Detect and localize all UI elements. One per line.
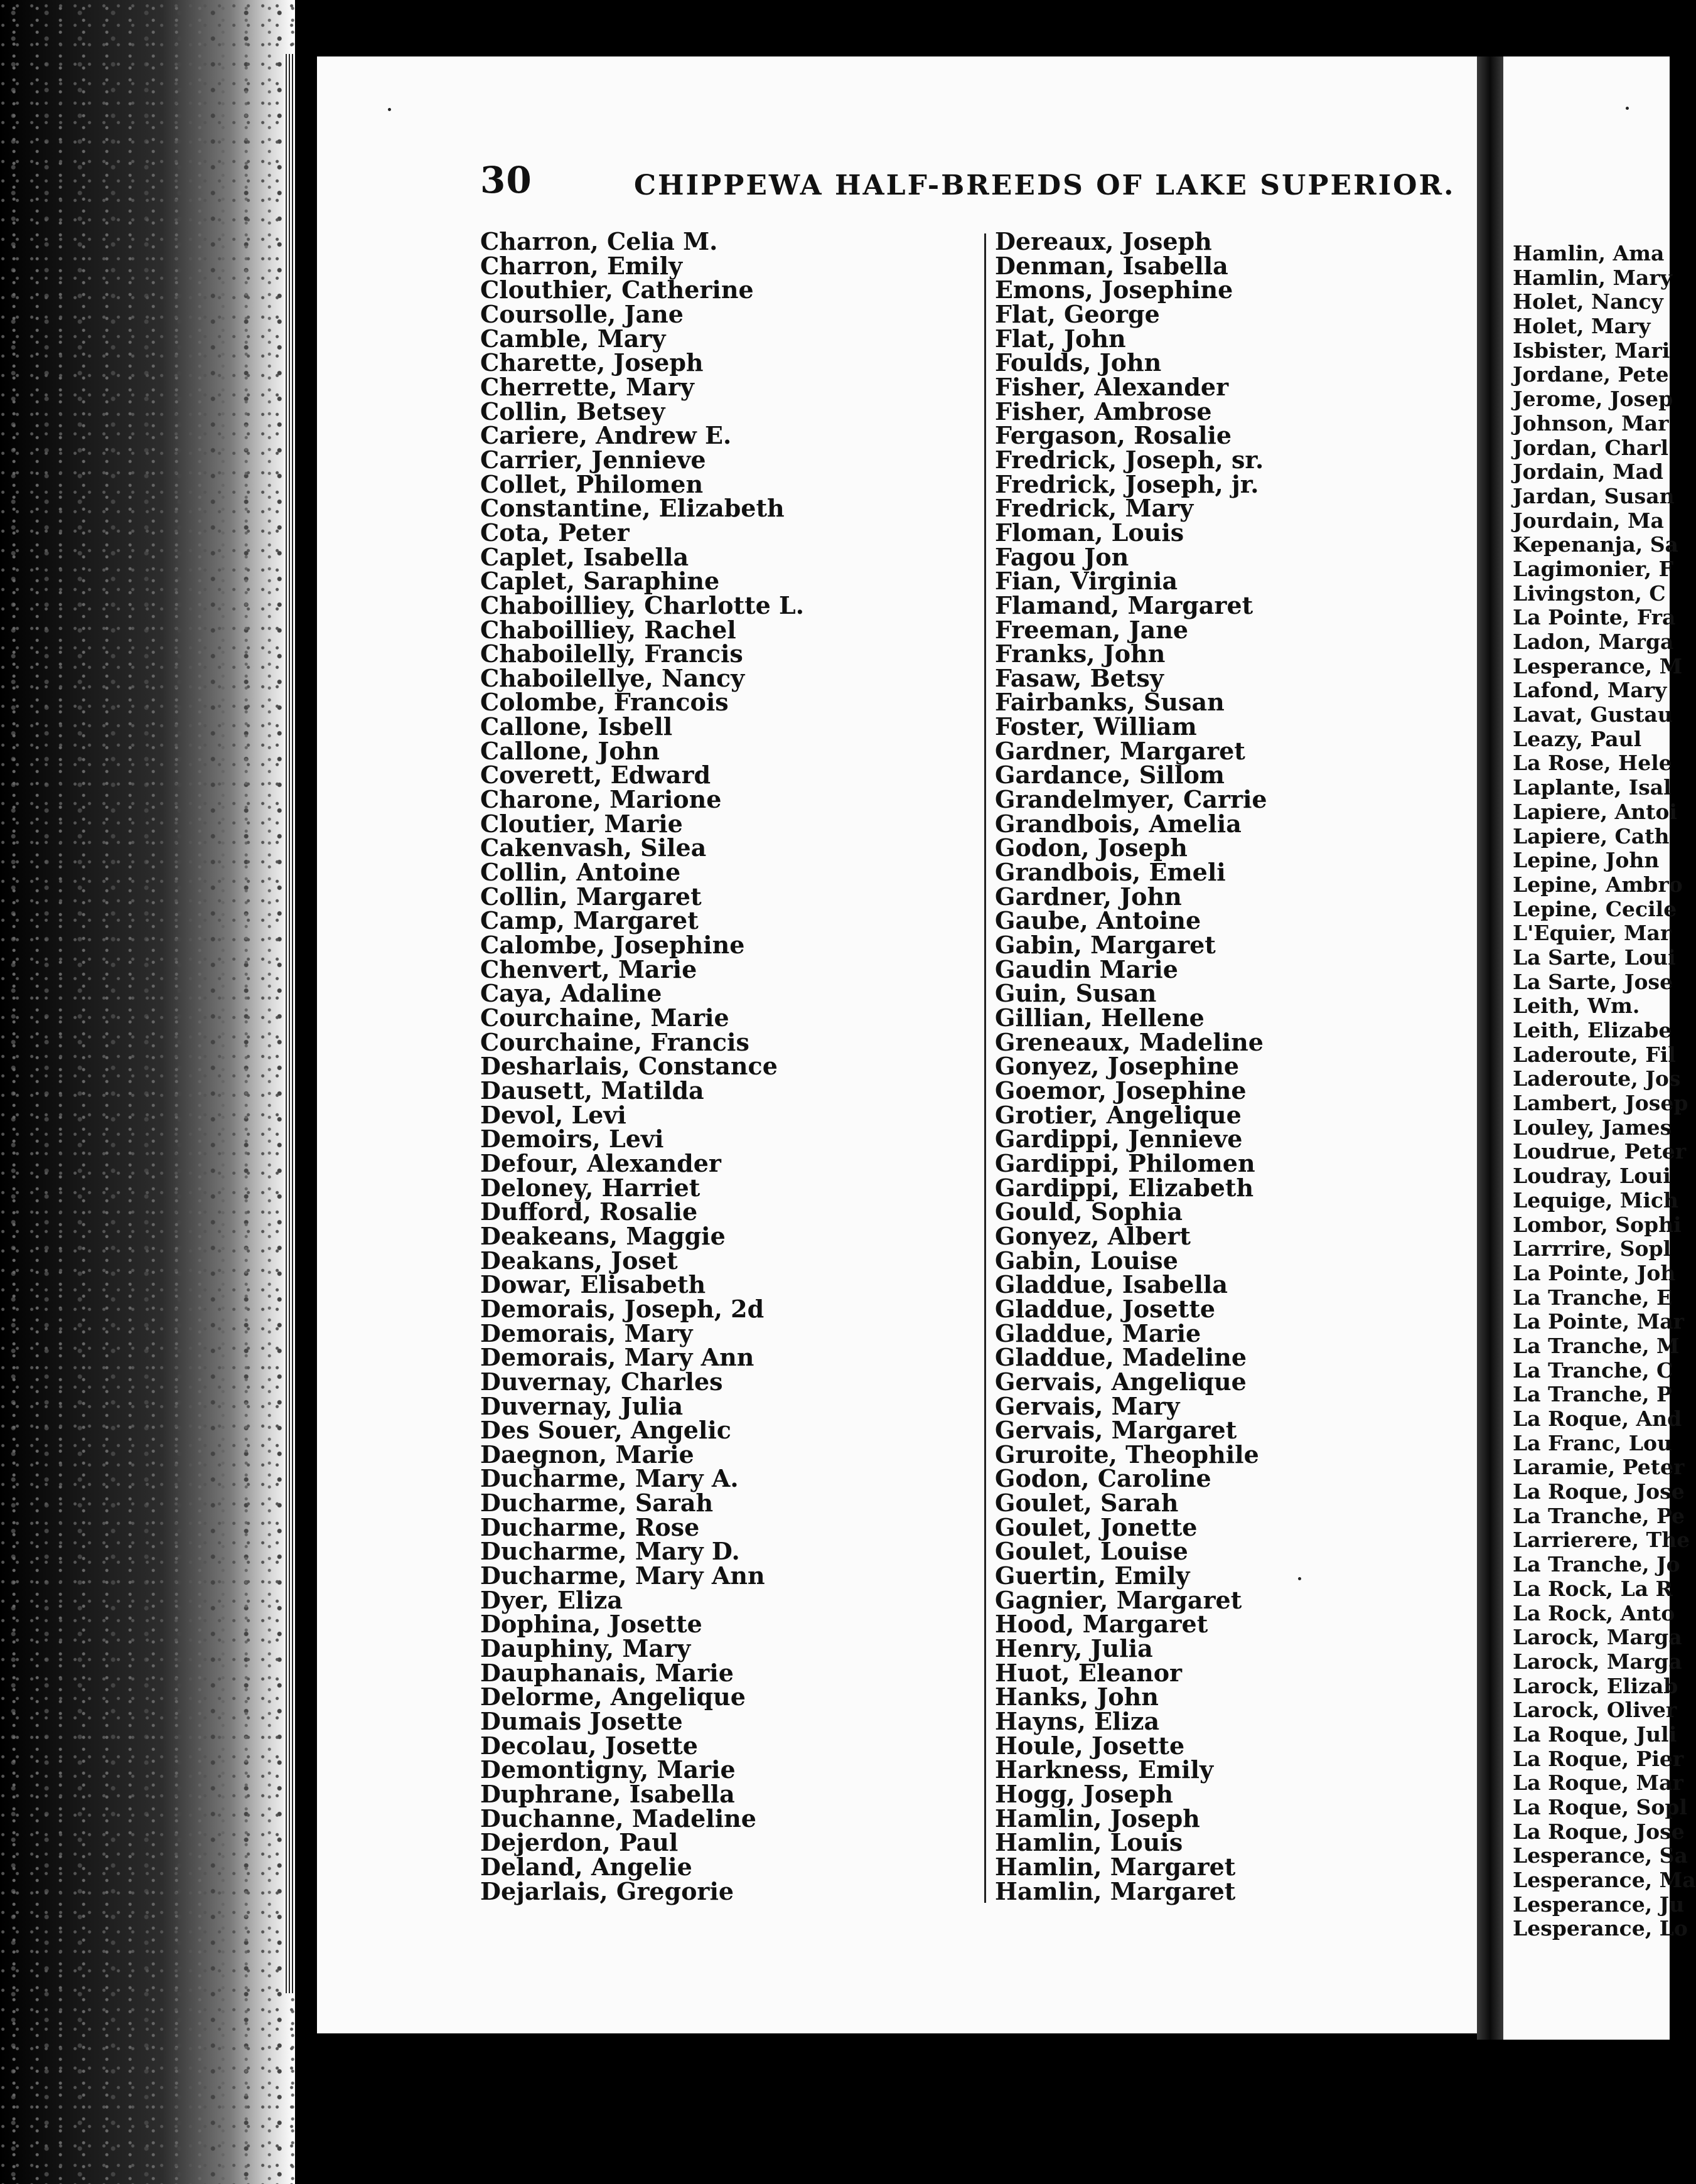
name-entry: Chaboilelly, Francis [480, 640, 743, 668]
name-entry: Guin, Susan [995, 979, 1157, 1008]
name-entry: La Roque, And [1513, 1406, 1682, 1431]
name-entry: Lesperance, Ju [1513, 1892, 1685, 1917]
name-entry: Fredrick, Joseph, sr. [995, 445, 1264, 474]
name-column-left [480, 227, 804, 1905]
name-entry: Dauphanais, Marie [480, 1658, 734, 1687]
name-entry: Dufford, Rosalie [480, 1197, 698, 1226]
name-entry: Foster, William [995, 712, 1197, 741]
name-entry: Courchaine, Francis [480, 1027, 749, 1056]
name-entry: Caplet, Saraphine [480, 567, 720, 596]
name-entry: La Rock, Anto [1513, 1600, 1675, 1625]
name-entry: Hamlin, Joseph [995, 1804, 1200, 1833]
name-entry: Charron, Emily [480, 251, 683, 280]
name-entry: Gervais, Margaret [995, 1416, 1237, 1445]
name-entry: Hamlin, Ama [1513, 241, 1665, 265]
name-entry: Godon, Joseph [995, 833, 1188, 862]
name-entry: Leith, Wm. [1513, 993, 1640, 1019]
name-entry: Carrier, Jennieve [480, 445, 706, 474]
name-entry: Gould, Sophia [995, 1197, 1183, 1226]
name-entry: Desharlais, Constance [480, 1052, 778, 1081]
name-entry: Goulet, Louise [995, 1537, 1188, 1566]
name-entry: Laderoute, Jos [1513, 1066, 1681, 1091]
name-entry: Gonyez, Albert [995, 1221, 1191, 1250]
name-entry: Dejerdon, Paul [480, 1828, 679, 1857]
name-entry: Denman, Isabella [995, 251, 1228, 280]
name-entry: Dereaux, Joseph [995, 227, 1212, 255]
name-entry: Lepine, Ambro [1513, 872, 1683, 897]
name-entry: Lesperance, Sa [1513, 1843, 1688, 1868]
name-entry: Gervais, Mary [995, 1391, 1180, 1420]
name-entry: Henry, Julia [995, 1634, 1153, 1663]
name-entry: Colombe, Francois [480, 688, 729, 717]
name-entry: Charette, Joseph [480, 348, 704, 377]
name-entry: Greneaux, Madeline [995, 1027, 1264, 1056]
name-entry: Larock, Marga [1513, 1649, 1682, 1674]
running-head: CHIPPEWA HALF-BREEDS OF LAKE SUPERIOR. [634, 169, 1456, 201]
name-entry: Huot, Eleanor [995, 1658, 1183, 1687]
name-entry: L'Equier, Mar [1513, 921, 1672, 946]
name-entry: Gardance, Sillom [995, 761, 1225, 790]
name-entry: Devol, Levi [480, 1100, 626, 1129]
name-entry: Chaboilellye, Nancy [480, 663, 745, 692]
gutter-shadow [1477, 56, 1503, 2040]
name-entry: Fagou Jon [995, 542, 1129, 571]
name-column-next-page [1513, 241, 1696, 1941]
name-entry: Lepine, John [1513, 848, 1660, 873]
name-entry: Deakans, Joset [480, 1246, 678, 1275]
name-entry: Clouthier, Catherine [480, 276, 754, 304]
name-entry: La Sarte, Loui [1513, 945, 1676, 970]
name-entry: Caya, Adaline [480, 979, 662, 1008]
name-entry: Hood, Margaret [995, 1610, 1208, 1639]
name-entry: Dyer, Eliza [480, 1585, 623, 1614]
name-entry: Demorais, Mary [480, 1319, 693, 1347]
name-entry: Lequige, Mich [1513, 1187, 1678, 1212]
name-entry: Cherrette, Mary [480, 372, 694, 401]
name-column-right [995, 227, 1267, 1905]
name-entry: Duvernay, Julia [480, 1391, 684, 1420]
name-entry: La Tranche, M [1513, 1333, 1680, 1358]
name-entry: La Tranche, Jo [1513, 1552, 1680, 1577]
name-entry: Gillian, Hellene [995, 1004, 1205, 1032]
name-entry: Lombor, Sophi [1513, 1212, 1682, 1237]
ink-speck [1626, 107, 1629, 110]
name-entry: Coverett, Edward [480, 761, 711, 790]
name-entry: Grandelmyer, Carrie [995, 785, 1267, 814]
name-entry: Deakeans, Maggie [480, 1221, 726, 1250]
name-entry: Floman, Louis [995, 518, 1184, 547]
name-entry: Ducharme, Mary A. [480, 1464, 739, 1493]
name-entry: Gardippi, Elizabeth [995, 1173, 1254, 1202]
name-entry: Fergason, Rosalie [995, 421, 1232, 450]
name-entry: Laramie, Peter [1513, 1455, 1685, 1480]
name-entry: La Rose, Hele [1513, 751, 1672, 776]
name-entry: Lesperance, Lo [1513, 1916, 1688, 1941]
name-entry: Collet, Philomen [480, 469, 704, 498]
name-entry: Johnson, Mar [1513, 410, 1669, 436]
name-entry: La Franc, Lou [1513, 1430, 1672, 1455]
name-entry: Jordain, Mad [1513, 459, 1663, 484]
name-entry: Louley, James [1513, 1115, 1672, 1140]
name-entry: Guertin, Emily [995, 1561, 1190, 1590]
name-entry: Gladdue, Madeline [995, 1343, 1247, 1372]
name-entry: Gonyez, Josephine [995, 1052, 1240, 1081]
name-entry: Dowar, Elisabeth [480, 1270, 706, 1299]
name-entry: Gruroite, Theophile [995, 1440, 1259, 1469]
name-entry: Chaboilliey, Charlotte L. [480, 591, 804, 619]
name-entry: Larrierere, The [1513, 1528, 1690, 1553]
name-entry: Charone, Marione [480, 785, 722, 814]
name-entry: Chenvert, Marie [480, 955, 697, 983]
name-entry: La Roque, Juli [1513, 1721, 1677, 1747]
name-entry: Jourdain, Ma [1513, 508, 1664, 533]
name-entry: Duvernay, Charles [480, 1367, 723, 1396]
name-entry: Demoirs, Levi [480, 1125, 664, 1154]
name-entry: Demorais, Mary Ann [480, 1343, 754, 1372]
name-entry: Cariere, Andrew E. [480, 421, 732, 450]
name-entry: Hamlin, Margaret [995, 1876, 1236, 1905]
name-entry: Gladdue, Josette [995, 1294, 1216, 1323]
name-entry: Lesperance, Ma [1513, 1868, 1696, 1893]
name-entry: Flat, John [995, 324, 1126, 353]
name-entry: Grotier, Angelique [995, 1100, 1242, 1129]
name-entry: La Sarte, Jose [1513, 969, 1673, 994]
name-entry: Jerome, Josep [1513, 387, 1673, 412]
name-entry: Flat, George [995, 299, 1160, 328]
name-entry: La Pointe, Mar [1513, 1309, 1685, 1334]
name-entry: Hayns, Eliza [995, 1707, 1160, 1736]
name-entry: Grandbois, Emeli [995, 858, 1226, 887]
column-divider [984, 233, 986, 1903]
name-entry: Gardippi, Philomen [995, 1148, 1255, 1177]
name-entry: La Roque, Sopl [1513, 1795, 1688, 1819]
name-entry: Fredrick, Mary [995, 494, 1194, 523]
name-entry: Decolau, Josette [480, 1731, 698, 1760]
name-entry: Dejarlais, Gregorie [480, 1876, 734, 1905]
book-binding-edge [0, 0, 295, 2184]
name-entry: La Roque, Jose [1513, 1479, 1685, 1504]
name-entry: Collin, Antoine [480, 858, 681, 887]
name-entry: Hamlin, Louis [995, 1828, 1183, 1857]
name-entry: Calombe, Josephine [480, 931, 745, 960]
name-entry: La Roque, Mar [1513, 1770, 1683, 1796]
name-entry: Deloney, Harriet [480, 1173, 700, 1202]
page-edge-stack [284, 54, 295, 1993]
name-entry: Caplet, Isabella [480, 542, 689, 571]
name-entry: Collin, Margaret [480, 882, 702, 911]
name-entry: Holet, Mary [1513, 314, 1651, 339]
name-entry: Demorais, Joseph, 2d [480, 1294, 765, 1323]
name-entry: Leazy, Paul [1513, 726, 1642, 751]
name-entry: La Tranche, P [1513, 1382, 1672, 1407]
name-entry: Fasaw, Betsy [995, 663, 1164, 692]
name-entry: Godon, Caroline [995, 1464, 1211, 1493]
name-entry: Lambert, Josep [1513, 1091, 1688, 1116]
name-entry: Dauphiny, Mary [480, 1634, 691, 1663]
name-entry: Camp, Margaret [480, 906, 699, 935]
name-entry: Charron, Celia M. [480, 227, 718, 255]
name-entry: Harkness, Emily [995, 1755, 1214, 1784]
page-number: 30 [480, 159, 532, 201]
name-entry: Grandbois, Amelia [995, 809, 1242, 838]
name-entry: Daegnon, Marie [480, 1440, 694, 1469]
name-entry: Goemor, Josephine [995, 1076, 1247, 1105]
name-entry: Duchanne, Madeline [480, 1804, 756, 1833]
name-entry: Gaube, Antoine [995, 906, 1201, 935]
name-entry: Constantine, Elizabeth [480, 494, 785, 523]
name-entry: La Tranche, E [1513, 1285, 1673, 1310]
name-entry: Larock, Oliver [1513, 1698, 1677, 1723]
name-entry: Lafond, Mary [1513, 678, 1667, 703]
name-entry: Gabin, Margaret [995, 931, 1216, 960]
name-entry: Delorme, Angelique [480, 1683, 746, 1711]
name-entry: Flamand, Margaret [995, 591, 1253, 619]
name-entry: La Roque, Pier [1513, 1746, 1684, 1771]
name-entry: Defour, Alexander [480, 1148, 721, 1177]
name-entry: Lavat, Gustau [1513, 702, 1673, 727]
name-entry: Isbister, Mari [1513, 338, 1670, 363]
ink-speck [1298, 1577, 1301, 1580]
name-entry: La Roque, Jose [1513, 1819, 1685, 1844]
name-entry: Hanks, John [995, 1683, 1159, 1711]
name-entry: Dumais Josette [480, 1707, 683, 1736]
name-entry: Laderoute, Fil [1513, 1042, 1676, 1067]
name-entry: Larrrire, Sopl [1513, 1236, 1672, 1261]
name-entry: Lapiere, Antoi [1513, 799, 1677, 824]
name-entry: Gardippi, Jennieve [995, 1125, 1243, 1154]
name-entry: Camble, Mary [480, 324, 666, 353]
name-entry: Gaudin Marie [995, 955, 1178, 983]
name-entry: Jardan, Susan [1513, 483, 1675, 508]
name-entry: Duphrane, Isabella [480, 1780, 735, 1808]
name-entry: Fredrick, Joseph, jr. [995, 469, 1259, 498]
name-entry: Jordan, Charl [1513, 435, 1668, 460]
name-entry: Hamlin, Margaret [995, 1852, 1236, 1881]
name-entry: Gervais, Angelique [995, 1367, 1247, 1396]
name-entry: Kepenanja, Sa [1513, 532, 1678, 557]
name-entry: Dophina, Josette [480, 1610, 702, 1639]
name-entry: Fairbanks, Susan [995, 688, 1225, 717]
name-entry: Callone, Isbell [480, 712, 673, 741]
name-entry: Des Souer, Angelic [480, 1416, 731, 1445]
name-entry: Freeman, Jane [995, 615, 1189, 644]
name-entry: Hamlin, Mary [1513, 265, 1672, 290]
name-entry: La Tranche, C [1513, 1357, 1673, 1383]
name-entry: Gladdue, Isabella [995, 1270, 1228, 1299]
name-entry: Dausett, Matilda [480, 1076, 704, 1105]
name-entry: Lapiere, Cath [1513, 823, 1670, 848]
name-entry: Emons, Josephine [995, 276, 1233, 304]
name-entry: Demontigny, Marie [480, 1755, 736, 1784]
name-entry: Livingston, C [1513, 581, 1666, 606]
name-entry: Franks, John [995, 640, 1166, 668]
name-entry: Larock, Marga [1513, 1625, 1682, 1650]
name-entry: Collin, Betsey [480, 397, 665, 426]
name-entry: La Tranche, Pe [1513, 1503, 1685, 1528]
name-entry: Holet, Nancy [1513, 289, 1663, 314]
ink-speck [388, 108, 391, 111]
name-entry: Fisher, Ambrose [995, 397, 1212, 426]
name-entry: Larock, Elizab [1513, 1673, 1678, 1698]
name-entry: Chaboilliey, Rachel [480, 615, 736, 644]
name-entry: Hogg, Joseph [995, 1780, 1173, 1808]
name-entry: Cloutier, Marie [480, 809, 683, 838]
name-entry: Lesperance, M [1513, 653, 1683, 678]
name-entry: Fian, Virginia [995, 567, 1178, 596]
name-entry: La Rock, La R [1513, 1576, 1673, 1601]
name-entry: Deland, Angelie [480, 1852, 692, 1881]
name-entry: La Pointe, Fra [1513, 605, 1676, 630]
name-entry: Ducharme, Mary D. [480, 1537, 740, 1566]
name-entry: Gardner, Margaret [995, 736, 1245, 765]
name-entry: Cota, Peter [480, 518, 630, 547]
name-entry: Callone, John [480, 736, 660, 765]
name-entry: Gladdue, Marie [995, 1319, 1201, 1347]
name-entry: Fisher, Alexander [995, 372, 1229, 401]
name-entry: Ladon, Marga [1513, 629, 1674, 654]
name-entry: Ducharme, Sarah [480, 1489, 714, 1518]
name-entry: Leith, Elizabe [1513, 1018, 1672, 1042]
name-entry: Goulet, Sarah [995, 1489, 1179, 1518]
name-entry: Gabin, Louise [995, 1246, 1178, 1275]
name-entry: Cakenvash, Silea [480, 833, 707, 862]
name-entry: Ducharme, Mary Ann [480, 1561, 765, 1590]
name-entry: Goulet, Jonette [995, 1512, 1198, 1541]
name-entry: Coursolle, Jane [480, 299, 684, 328]
name-entry: Laplante, Isal [1513, 775, 1672, 800]
name-entry: La Pointe, Joh [1513, 1260, 1676, 1285]
name-entry: Jordane, Pete [1513, 362, 1669, 387]
name-entry: Houle, Josette [995, 1731, 1185, 1760]
name-entry: Foulds, John [995, 348, 1162, 377]
name-entry: Lagimonier, F [1513, 556, 1674, 581]
name-entry: Lepine, Cecile [1513, 896, 1677, 921]
name-entry: Courchaine, Marie [480, 1004, 729, 1032]
name-entry: Gagnier, Margaret [995, 1585, 1242, 1614]
name-entry: Ducharme, Rose [480, 1512, 700, 1541]
name-entry: Gardner, John [995, 882, 1182, 911]
name-entry: Loudrue, Peter [1513, 1139, 1687, 1164]
name-entry: Loudray, Loui [1513, 1164, 1671, 1189]
